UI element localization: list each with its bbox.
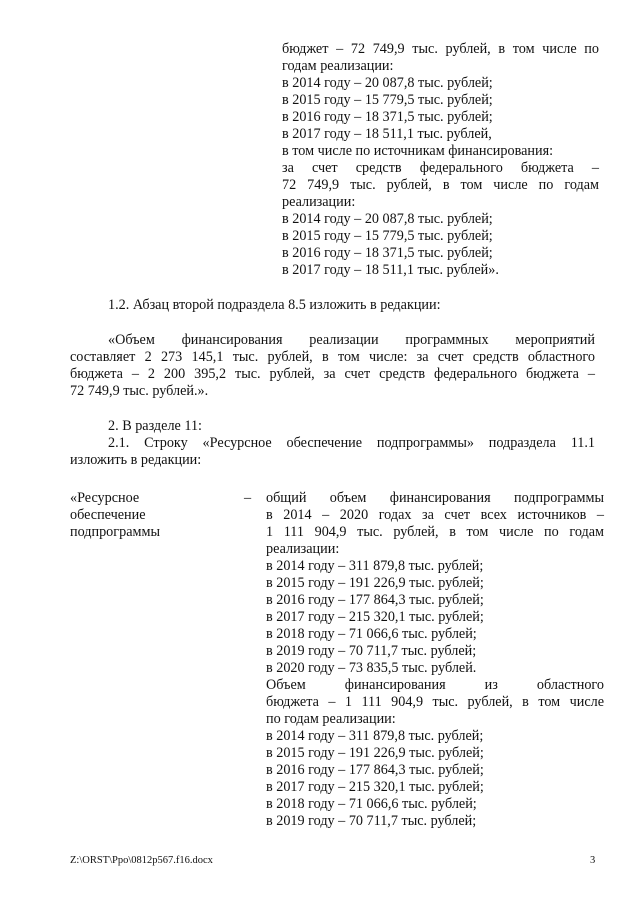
table-line: в 2019 году – 70 711,7 тыс. рублей;	[266, 643, 477, 659]
text-line: в 2014 году – 20 087,8 тыс. рублей;	[282, 211, 493, 227]
table-line: общий объем финансирования подпрограммы	[266, 490, 604, 506]
text-line: в 2017 году – 18 511,1 тыс. рублей,	[282, 126, 492, 142]
table-line: в 2016 году – 177 864,3 тыс. рублей;	[266, 762, 484, 778]
text-line: 72 749,9 тыс. рублей.».	[70, 383, 209, 399]
text-line: в 2016 году – 18 371,5 тыс. рублей;	[282, 109, 493, 125]
footer-file-path: Z:\ORST\Ppo\0812p567.f16.docx	[70, 855, 213, 866]
table-line: 1 111 904,9 тыс. рублей, в том числе по годам	[266, 524, 604, 540]
text-line: в том числе по источникам финансирования:	[282, 143, 554, 159]
text-line: годам реализации:	[282, 58, 394, 74]
table-label: «Ресурсное	[70, 490, 140, 506]
text-line: изложить в редакции:	[70, 452, 202, 468]
table-line: бюджета – 1 111 904,9 тыс. рублей, в том числе	[266, 694, 604, 710]
table-label: обеспечение	[70, 507, 146, 523]
text-line: 2.1. Строку «Ресурсное обеспечение подпрограммы» подраздела 11.1	[108, 435, 595, 451]
page-number: 3	[590, 855, 596, 866]
text-line: в 2017 году – 18 511,1 тыс. рублей».	[282, 262, 499, 278]
text-line: составляет 2 273 145,1 тыс. рублей, в том числе: за счет средств областного	[70, 349, 595, 365]
table-line: в 2015 году – 191 226,9 тыс. рублей;	[266, 745, 484, 761]
text-line: в 2015 году – 15 779,5 тыс. рублей;	[282, 92, 493, 108]
text-line: 72 749,9 тыс. рублей, в том числе по годам	[282, 177, 599, 193]
table-line: в 2017 году – 215 320,1 тыс. рублей;	[266, 779, 484, 795]
paragraph-heading: 2. В разделе 11:	[108, 418, 202, 434]
table-line: в 2014 году – 311 879,8 тыс. рублей;	[266, 558, 484, 574]
table-dash: –	[244, 490, 252, 506]
table-line: в 2017 году – 215 320,1 тыс. рублей;	[266, 609, 484, 625]
table-line: в 2016 году – 177 864,3 тыс. рублей;	[266, 592, 484, 608]
table-line: в 2018 году – 71 066,6 тыс. рублей;	[266, 626, 477, 642]
text-line: бюджет – 72 749,9 тыс. рублей, в том числе по	[282, 41, 599, 57]
table-line: в 2014 году – 311 879,8 тыс. рублей;	[266, 728, 484, 744]
paragraph-heading: 1.2. Абзац второй подраздела 8.5 изложить в редакции:	[108, 297, 441, 313]
table-line: в 2015 году – 191 226,9 тыс. рублей;	[266, 575, 484, 591]
text-line: в 2015 году – 15 779,5 тыс. рублей;	[282, 228, 493, 244]
table-line: реализации:	[266, 541, 340, 557]
table-line: в 2018 году – 71 066,6 тыс. рублей;	[266, 796, 477, 812]
table-line: в 2014 – 2020 годах за счет всех источников –	[266, 507, 604, 523]
table-line: в 2020 году – 73 835,5 тыс. рублей.	[266, 660, 477, 676]
table-line: Объем финансирования из областного	[266, 677, 604, 693]
text-line: бюджета – 2 200 395,2 тыс. рублей, за счет средств федерального бюджета –	[70, 366, 595, 382]
text-line: в 2014 году – 20 087,8 тыс. рублей;	[282, 75, 493, 91]
table-label: подпрограммы	[70, 524, 160, 540]
text-line: в 2016 году – 18 371,5 тыс. рублей;	[282, 245, 493, 261]
text-line: реализации:	[282, 194, 356, 210]
table-line: в 2019 году – 70 711,7 тыс. рублей;	[266, 813, 477, 829]
text-line: за счет средств федерального бюджета –	[282, 160, 599, 176]
text-line: «Объем финансирования реализации программных мероприятий	[108, 332, 595, 348]
table-line: по годам реализации:	[266, 711, 396, 727]
